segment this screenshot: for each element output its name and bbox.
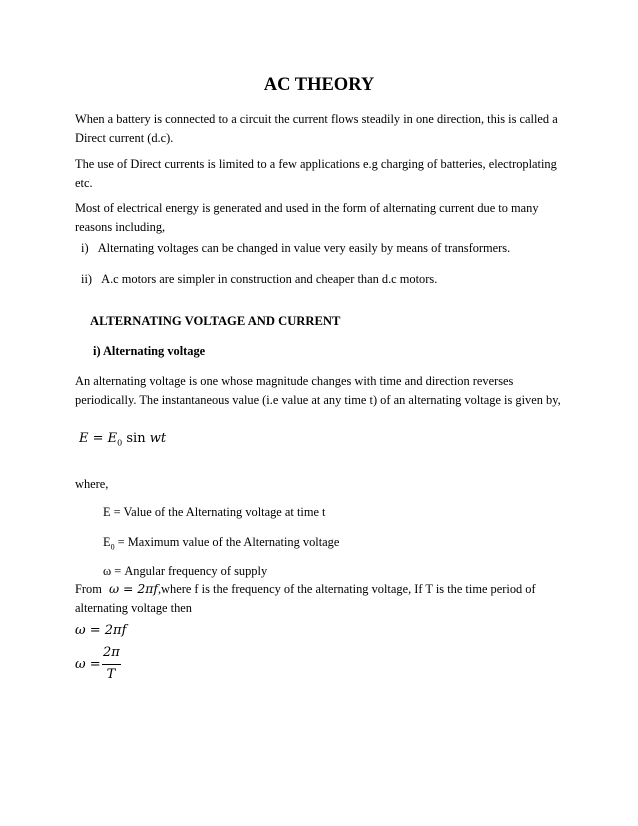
list-item-text: A.c motors are simpler in construction and cheaper than d.c motors. bbox=[101, 272, 438, 286]
paragraph-dc-uses: The use of Direct currents is limited to a few applications e.g charging of batteries, electroplating etc. bbox=[75, 157, 557, 190]
paragraph-frequency: From ω = 2πf,where f is the frequency of the alternating voltage, If T is the time period of alternating voltage then bbox=[75, 581, 536, 615]
definition-e0: $E_0$ = Maximum value of the Alternating voltage bbox=[103, 535, 340, 552]
list-item-number: i) bbox=[81, 241, 89, 255]
fraction-bar bbox=[102, 664, 121, 665]
page-title: AC THEORY bbox=[263, 75, 375, 95]
list-item-number: ii) bbox=[81, 272, 93, 286]
where-label: where, bbox=[75, 477, 109, 491]
list-item-text: Alternating voltages can be changed in value very easily by means of transformers. bbox=[97, 241, 511, 255]
paragraph-alternating-voltage: An alternating voltage is one whose magnitude changes with time and direction reverses periodically. The instantaneous value (i.e value at any time t) of an alternating voltage is given by, bbox=[75, 374, 561, 407]
paragraph-ac-reasons: Most of electrical energy is generated and used in the form of alternating current due to many reasons including, bbox=[75, 201, 539, 234]
section-heading: ALTERNATING VOLTAGE AND CURRENT bbox=[90, 314, 341, 328]
list-item bbox=[81, 270, 571, 289]
definition-omega: ω = Angular frequency of supply bbox=[103, 564, 268, 578]
document-page: AC THEORY When a battery is connected to a circuit the current flows steadily in one direction, this is called a Direct current (d.c). The use of Direct currents is limited to a few applications e.g charging of batteries, electroplating etc. Most of electrical energy is generated and used in the form of alternating current due to many reasons including, i) Alternating voltages can be changed in value very easily by means of transformers. ii) A.c motors are simpler in construction and cheaper than d.c motors. ALTERNATING VOLTAGE AND CURRENT i) Alternating voltage An alternating voltage is one whose magnitude changes with time and direction reverses periodically. The instantaneous value (i.e value at any time t) of an alternating voltage is given by, $E = E_0$ sin wt where, E = Value of the Alternating voltage at time t $E_0$ = Maximum value of the Alternating voltage ω = Angular frequency of supply From ω = 2πf,where f is the frequency of the alternating voltage, If T is the time period of alternating voltage then ω = 2πf ω = 2π T bbox=[0, 0, 638, 826]
equation-omega-frequency: ω = 2πf bbox=[75, 623, 127, 638]
equation-instantaneous-voltage: $E = E_0$ sin wt bbox=[79, 431, 167, 448]
subsection-heading: i) Alternating voltage bbox=[93, 344, 206, 358]
definition-e: E = Value of the Alternating voltage at time t bbox=[103, 505, 326, 519]
list-item bbox=[81, 239, 571, 258]
paragraph-direct-current: When a battery is connected to a circuit the current flows steadily in one direction, this is called a Direct current (d.c). bbox=[75, 112, 558, 145]
